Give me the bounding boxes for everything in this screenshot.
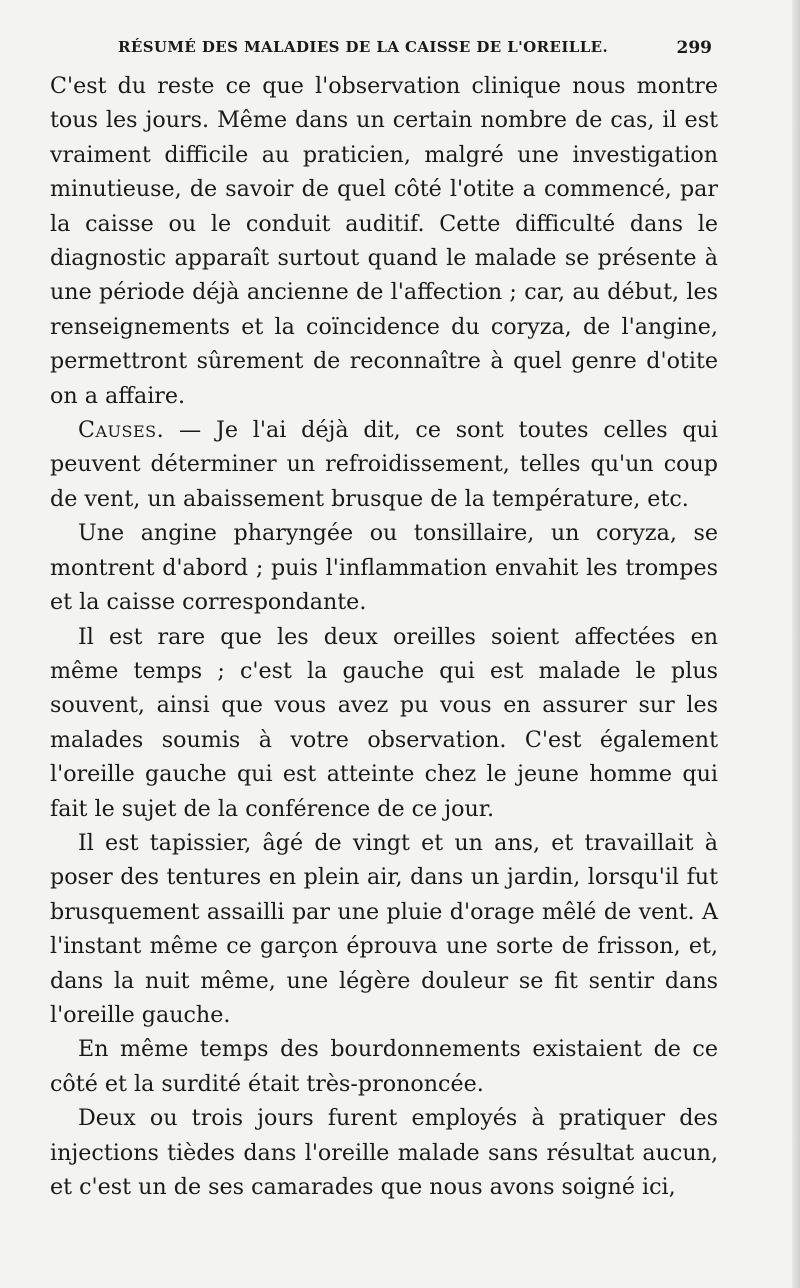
- paragraph-3: [50, 516, 718, 619]
- paragraph-causes-text: — Je l'ai déjà dit, ce sont toutes celles qui peuvent déterminer un refroidissement, telles qu'un coup de vent, un abaissement brusque de la température, etc.: [50, 417, 718, 512]
- running-header: [118, 38, 710, 60]
- paragraph-4: [50, 620, 718, 826]
- paragraph-1-text: C'est du reste ce que l'observation clinique nous montre tous les jours. Même dans un certain nombre de cas, il est vraiment difficile au praticien, malgré une investigation minutieuse, de savoir de quel côté l'otite a commencé, par la caisse ou le conduit auditif. Cette difficulté dans le diagnostic apparaît surtout quand le malade se présente à une période déjà ancienne de l'affection ; car, au début, les renseignements et la coïncidence du coryza, de l'angine, permettront sûrement de reconnaître à quel genre d'otite on a affaire.: [50, 73, 718, 409]
- paragraph-5-text: Il est tapissier, âgé de vingt et un ans, et travaillait à poser des tentures en plein air, dans un jardin, lorsqu'il fut brusquement assailli par une pluie d'orage mêlé de vent. A l'instant même ce garçon éprouva une sorte de frisson, et, dans la nuit même, une légère douleur se fit sentir dans l'oreille gauche.: [50, 829, 718, 1028]
- paragraph-7: [50, 1101, 718, 1204]
- page-edge-shadow: [792, 0, 800, 1288]
- page-number: 299: [676, 38, 712, 58]
- paragraph-3-text: Une angine pharyngée ou tonsillaire, un coryza, se montrent d'abord ; puis l'inflammation envahit les trompes et la caisse correspondante.: [50, 520, 718, 616]
- paragraph-4-text: Il est rare que les deux oreilles soient affectées en même temps ; c'est la gauche qui est malade le plus souvent, ainsi que vous avez pu vous en assurer sur les malades soumis à votre observation. C'est également l'oreille gauche qui est atteinte chez le jeune homme qui fait le sujet de la conférence de ce jour.: [50, 623, 718, 822]
- paragraph-7-text: Deux ou trois jours furent employés à pratiquer des injections tièdes dans l'oreille malade sans résultat aucun, et c'est un de ses camarades que nous avons soigné ici,: [50, 1105, 718, 1200]
- running-title: RÉSUMÉ DES MALADIES DE LA CAISSE DE L'OREILLE.: [118, 38, 609, 56]
- paragraph-1: [50, 69, 718, 413]
- body-text: [50, 69, 718, 1204]
- paragraph-5: [50, 826, 718, 1032]
- paragraph-6: [50, 1032, 718, 1101]
- paragraph-causes: [50, 413, 718, 516]
- paragraph-6-text: En même temps des bourdonnements existaient de ce côté et la surdité était très-prononcée.: [50, 1036, 718, 1097]
- section-heading-causes: Causes.: [78, 417, 165, 444]
